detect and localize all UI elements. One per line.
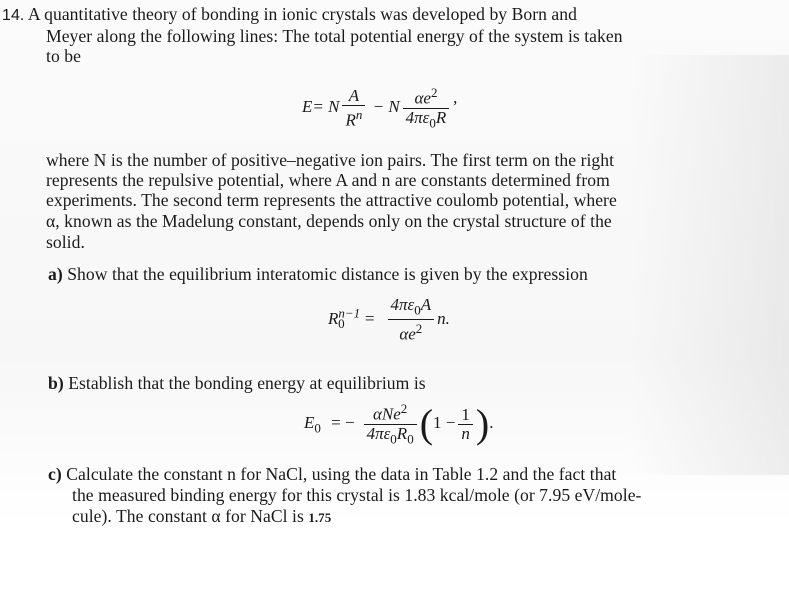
part-c-text-3: cule). The constant α for NaCl is bbox=[72, 506, 304, 526]
eq2-subscript: 0 bbox=[338, 316, 345, 332]
explain-line-1 bbox=[46, 150, 614, 170]
intro-text-1: A quantitative theory of bonding in ionic crystals was developed by Born and bbox=[27, 4, 577, 24]
eq1-lhs: E= N bbox=[302, 96, 340, 116]
eq2-tail: n. bbox=[437, 308, 450, 328]
explain-text-1: where N is the number of positive–negative ion pairs. The first term on the right bbox=[46, 150, 615, 170]
bleed-through-shading bbox=[629, 55, 789, 475]
eq2-fraction bbox=[388, 296, 435, 344]
eq3-fraction bbox=[364, 400, 417, 448]
explain-text-3: experiments. The second term represents the attractive coulomb potential, where bbox=[46, 190, 617, 210]
part-c-line-2 bbox=[72, 485, 641, 505]
part-c-label: c) bbox=[48, 464, 62, 484]
problem-intro-line-1 bbox=[2, 4, 577, 26]
bonding-energy-equation bbox=[304, 400, 493, 448]
explain-text-5: solid. bbox=[46, 232, 85, 252]
problem-number: 14. bbox=[2, 7, 25, 24]
eq1-fraction-attractive bbox=[403, 84, 450, 132]
explain-line-4 bbox=[46, 211, 612, 231]
eq1-frac2-den-subscript: 0 bbox=[429, 115, 436, 131]
eq1-frac2-numerator: αe bbox=[414, 88, 431, 108]
eq3-numerator: αNe bbox=[372, 404, 401, 424]
eq1-frac2-den-r: R bbox=[435, 107, 447, 127]
part-b-line bbox=[48, 373, 426, 393]
eq1-frac2-denominator: 4πε bbox=[405, 107, 430, 127]
problem-intro-line-3 bbox=[46, 46, 81, 66]
eq3-subscript: 0 bbox=[314, 420, 321, 436]
eq3-close-paren: ) bbox=[475, 401, 490, 447]
eq3-den-r-subscript: 0 bbox=[407, 431, 414, 447]
part-a-line bbox=[48, 264, 588, 284]
eq1-frac1-denominator: R bbox=[345, 110, 356, 130]
explain-line-2 bbox=[46, 170, 610, 190]
part-c-line-1 bbox=[48, 464, 616, 484]
problem-intro-line-2 bbox=[46, 26, 623, 46]
intro-text-3: to be bbox=[46, 46, 81, 66]
eq3-inner-numerator: 1 bbox=[458, 406, 473, 425]
eq1-frac1-exponent: n bbox=[355, 106, 363, 122]
eq3-den-r: R bbox=[396, 423, 408, 443]
eq2-den-exponent: 2 bbox=[415, 321, 423, 337]
eq3-denominator: 4πε bbox=[366, 423, 391, 443]
eq3-one-minus: 1 − bbox=[433, 412, 456, 432]
explain-line-3 bbox=[46, 190, 617, 210]
eq3-period: . bbox=[489, 412, 494, 432]
eq3-num-exponent: 2 bbox=[400, 401, 408, 416]
part-b-text: Establish that the bonding energy at equilibrium is bbox=[68, 373, 426, 393]
part-c-text-1: Calculate the constant n for NaCl, using the data in Table 1.2 and the fact that bbox=[66, 464, 617, 484]
part-a-text: Show that the equilibrium interatomic distance is given by the expression bbox=[67, 264, 588, 284]
eq1-minus-n: − N bbox=[372, 96, 400, 116]
eq1-frac2-num-exponent: 2 bbox=[430, 85, 438, 100]
eq3-equals-minus: = − bbox=[331, 412, 355, 432]
potential-energy-equation bbox=[302, 84, 458, 132]
explain-text-2: represents the repulsive potential, where A and n are constants determined from bbox=[46, 170, 610, 190]
part-c-line-3 bbox=[72, 506, 331, 528]
part-b-label: b) bbox=[48, 373, 64, 393]
eq2-numerator: 4πε bbox=[390, 295, 415, 314]
intro-text-2: Meyer along the following lines: The total potential energy of the system is taken bbox=[46, 26, 623, 46]
eq2-equals: = bbox=[364, 308, 375, 328]
madelung-value: 1.75 bbox=[308, 510, 332, 525]
explain-line-5 bbox=[46, 232, 85, 252]
eq3-inner-denominator: n bbox=[461, 423, 470, 443]
part-a-label: a) bbox=[48, 264, 63, 284]
eq2-denominator: αe bbox=[399, 325, 416, 345]
eq1-fraction-repulsive bbox=[342, 87, 365, 130]
equilibrium-distance-equation bbox=[328, 296, 450, 344]
eq1-trailing-comma: ’ bbox=[452, 96, 458, 116]
eq2-lhs: R bbox=[328, 308, 339, 328]
eq3-den-subscript: 0 bbox=[390, 431, 397, 447]
eq3-lhs: E bbox=[304, 412, 315, 432]
eq3-open-paren: ( bbox=[419, 401, 434, 447]
eq2-exponent: n−1 bbox=[338, 305, 361, 321]
explain-text-4: α, known as the Madelung constant, depends only on the crystal structure of the bbox=[46, 211, 612, 231]
eq3-inner-fraction bbox=[458, 406, 473, 443]
eq2-num-subscript: 0 bbox=[414, 302, 421, 318]
eq2-num-a: A bbox=[420, 295, 432, 314]
part-c-text-2: the measured binding energy for this crystal is 1.83 kcal/mole (or 7.95 eV/mole- bbox=[72, 485, 642, 505]
eq1-frac1-numerator: A bbox=[348, 85, 360, 105]
